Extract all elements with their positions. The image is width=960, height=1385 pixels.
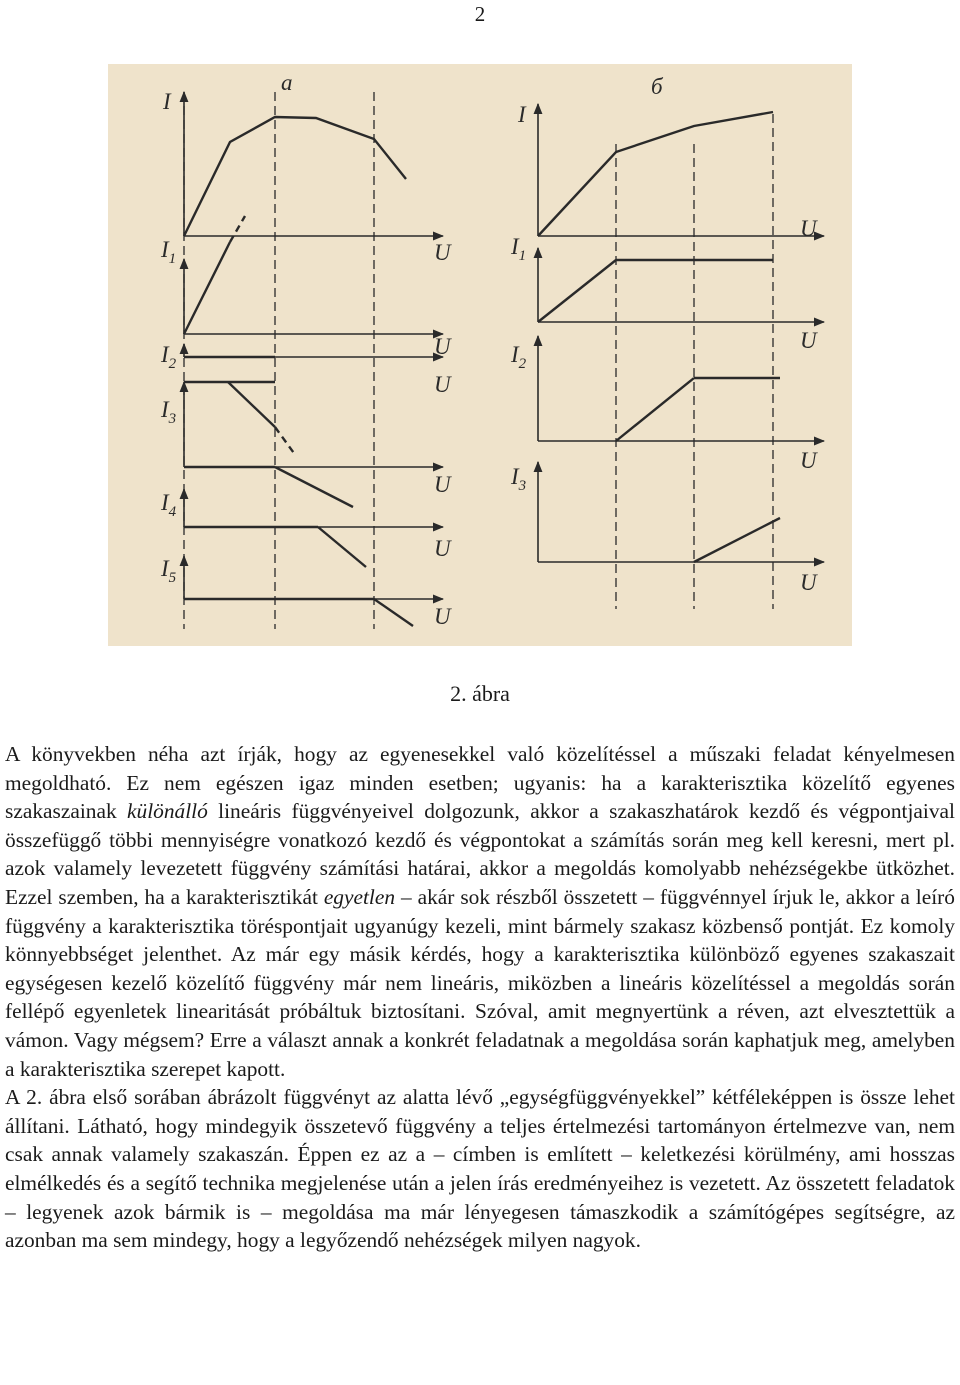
right-i-label-4: $I_3$ [511, 464, 527, 494]
left-i-label-2: $I_1$ [161, 237, 177, 267]
left-axes [184, 92, 443, 599]
left-curves [184, 117, 413, 626]
right-curve-I [538, 112, 773, 236]
left-panel-letter: a [281, 70, 293, 95]
right-i-label-2: $I_1$ [511, 234, 527, 264]
right-curves [538, 112, 780, 562]
left-u-label-1: U [434, 240, 451, 265]
right-i-label-3: $I_2$ [511, 342, 527, 372]
right-i-label-1: I [518, 102, 526, 127]
right-u-label-1: U [800, 216, 817, 241]
left-curve-I6 [374, 599, 413, 626]
right-u-label-2: U [800, 328, 817, 353]
left-i-label-1: I [163, 89, 171, 114]
page-number: 2 [474, 2, 486, 26]
left-i-label-5: $I_4$ [161, 490, 177, 520]
right-panel-letter: б [651, 74, 663, 99]
left-curve-I1-dashed [230, 216, 245, 242]
figure-caption: 2. ábra [450, 681, 510, 706]
left-u-label-6: U [434, 604, 451, 629]
emphasis-kulonallo: különálló [127, 799, 208, 824]
paragraph-1-part-a: A könyvekben néha azt írják, hogy az egyenesekkel való közelítéssel a műszaki feladat kényelmesen megoldható. Ez nem egészen igaz minden esetben; ugyanis: ha a karakterisztika közelítő egyenes szakaszainak [5, 742, 955, 824]
emphasis-egyetlen: egyetlen [323, 884, 396, 909]
left-curve-I3-dashed [275, 427, 296, 456]
right-u-label-4: U [800, 570, 817, 595]
right-curve-I3 [694, 518, 780, 562]
left-i-label-4: $I_3$ [161, 397, 177, 427]
paragraph-1-part-b: lineáris függvényeivel dolgozunk, akkor a szakaszhatárok kezdő és végpontjaival összefüggő többi mennyiségre vonatkozó kezdő és végpontokat a számítás során meg kell keresni, mert pl. azok valamely levezetett függvény számítási határai, akkor a megoldás komolyabb nehézségekbe ütközhet. Ezzel szemben, ha a karakterisztikát [5, 799, 955, 909]
left-curve-I [184, 117, 406, 236]
left-u-label-2: U [434, 334, 451, 359]
paragraph-1 [5, 740, 955, 1083]
right-curve-I1 [538, 260, 616, 322]
right-u-label-3: U [800, 448, 817, 473]
figure-2 [108, 64, 852, 646]
left-u-label-4: U [434, 472, 451, 497]
figure-drawing [108, 64, 852, 646]
left-curve-I3 [228, 382, 275, 427]
body-text [5, 740, 955, 1255]
left-u-label-3: U [434, 372, 451, 397]
left-curve-I1 [184, 242, 230, 334]
right-curve-I2 [616, 378, 694, 441]
left-u-label-5: U [434, 536, 451, 561]
right-axes [538, 104, 824, 562]
left-curve-I5 [318, 527, 366, 567]
left-i-label-6: $I_5$ [161, 556, 177, 586]
left-i-label-3: $I_2$ [161, 342, 177, 372]
paragraph-2: A 2. ábra első sorában ábrázolt függvényt az alatta lévő „egységfüggvényekkel” kétféleképpen is össze lehet állítani. Látható, hogy mindegyik összetevő függvény a teljes értelmezési tartományon értelmezve van, nem csak annak valamely szakaszán. Éppen ez az a – címben is említett – keletkezési körülmény, ami hosszas elmélkedés és a segítő technika megjelenése után a jelen írás eredményeihez is vezetett. Az összetett feladatok – legyenek azok bármik is – megoldása ma már lényegesen támaszkodik a számítógépes segítségre, az azonban ma sem mindegy, hogy a legyőzendő nehézségek milyen nagyok. [5, 1085, 955, 1253]
left-curve-I4 [275, 467, 353, 507]
paragraph-1-part-c: – akár sok részből összetett – függvénnyel írjuk le, akkor a leíró függvény a karakterisztika töréspontjait ugyanúgy kezeli, mint bármely szakasz közbenső pontját. Ez komoly könnyebbséget jelenthet. Az már egy másik kérdés, hogy a karakterisztika különböző egyenes szakaszait egységesen kezelő közelítő függvény már nem lineáris, miközben a lineáris közelítéssel a megoldás során fellépő egyenletek linearitását próbáltuk biztosítani. Szóval, amit megnyertünk a réven, azt elvesztettük a vámon. Vagy mégsem? Erre a választ annak a konkrét feladatnak a megoldása során kaphatjuk meg, amelyben a karakterisztika szerepet kapott. [5, 884, 955, 1081]
